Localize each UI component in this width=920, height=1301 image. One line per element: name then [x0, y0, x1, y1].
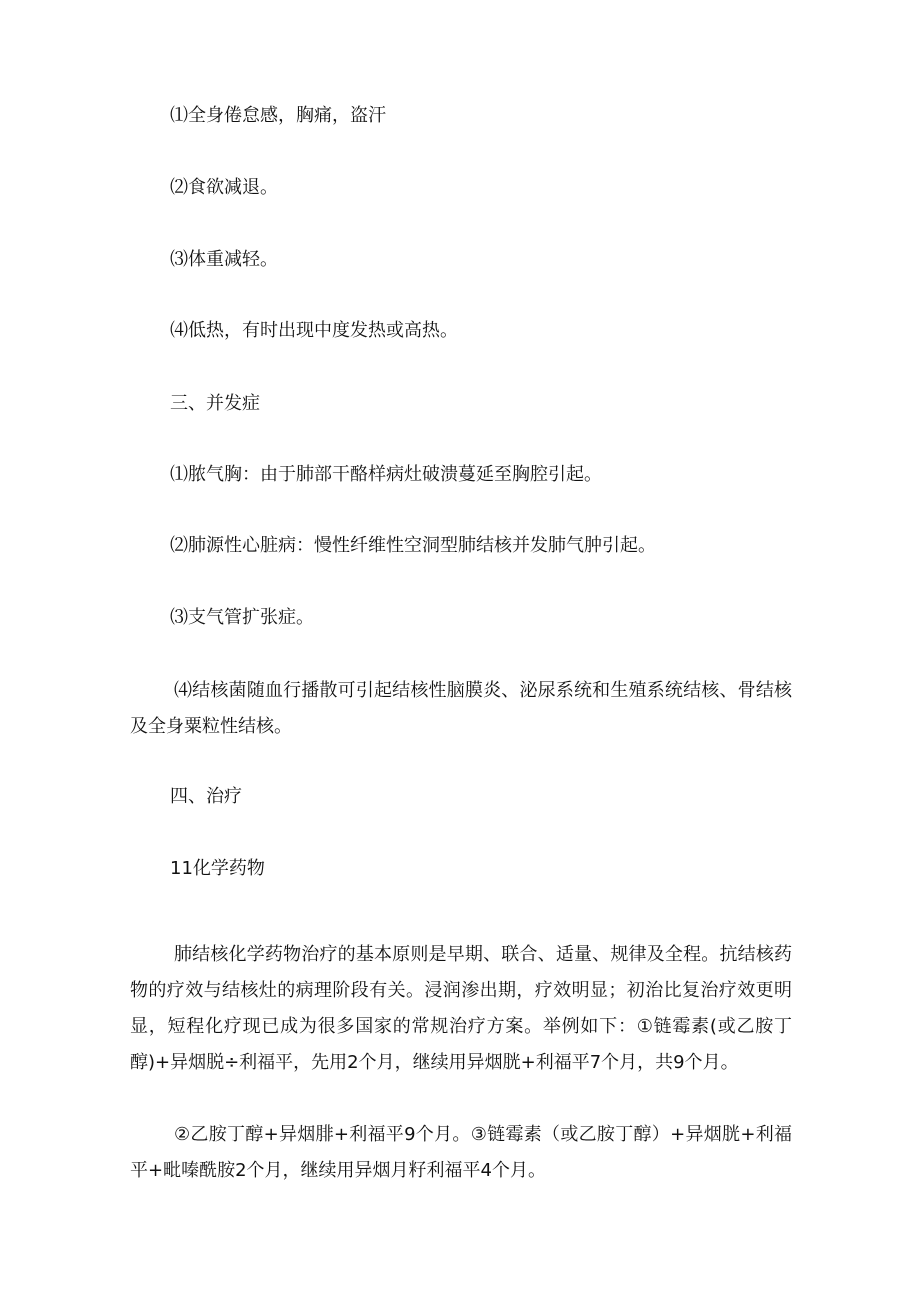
- complication-item-3: ⑶支气管扩张症。: [170, 607, 314, 628]
- complication-item-1: ⑴脓气胸：由于肺部干酪样病灶破溃蔓延至胸腔引起。: [170, 464, 602, 485]
- complication-item-2: ⑵肺源性心脏病：慢性纤维性空洞型肺结核并发肺气肿引起。: [170, 535, 656, 556]
- treatment-paragraph-1: 肺结核化学药物治疗的基本原则是早期、联合、适量、规律及全程。抗结核药物的疗效与结核灶的病理阶段有关。浸润渗出期，疗效明显；初治比复治疗效更明显，短程化疗现已成为很多国家的常规治疗方案。举例如下：①链霉素(或乙胺丁醇)+异烟脱÷利福平，先用2个月，继续用异烟胱+利福平7个月，共9个月。: [130, 944, 792, 1073]
- treatment-paragraph-2: ②乙胺丁醇+异烟腓+利福平9个月。③链霉素（或乙胺丁醇）+异烟胱+利福平+毗嗪酰胺2个月，继续用异烟月籽利福平4个月。: [130, 1124, 792, 1181]
- symptom-item-2: ⑵食欲减退。: [170, 177, 278, 198]
- section-heading-treatment: 四、治疗: [170, 786, 242, 807]
- symptom-item-3: ⑶体重减轻。: [170, 249, 278, 270]
- symptom-item-4: ⑷低热，有时出现中度发热或高热。: [170, 320, 458, 341]
- subheading-chemical-drugs: 11化学药物: [170, 858, 265, 879]
- symptom-item-1: ⑴全身倦怠感，胸痛，盗汗: [170, 105, 386, 126]
- complication-item-4: ⑷结核菌随血行播散可引起结核性脑膜炎、泌尿系统和生殖系统结核、骨结核及全身粟粒性结核。: [130, 680, 792, 737]
- section-heading-complications: 三、并发症: [170, 393, 260, 414]
